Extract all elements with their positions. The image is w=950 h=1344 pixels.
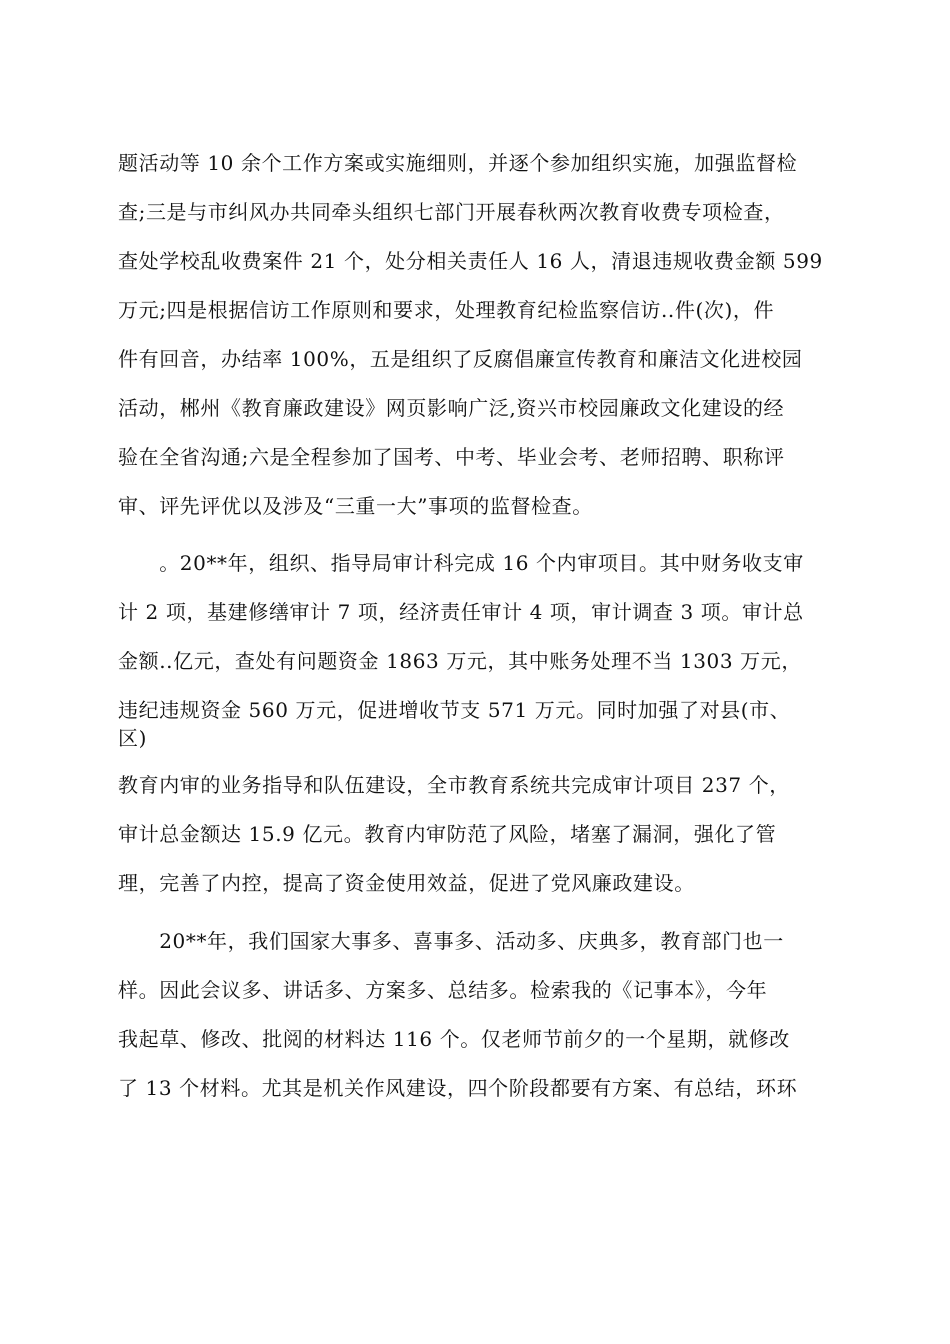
text-line-8: 审、评先评优以及涉及“三重一大”事项的监督检查。 xyxy=(118,494,593,518)
text-line-18: 样。因此会议多、讲话多、方案多、总结多。检索我的《记事本》，今年 xyxy=(118,978,768,1002)
text-line-2: 查;三是与市纠风办共同牵头组织七部门开展春秋两次教育收费专项检查， xyxy=(118,200,785,224)
text-line-16: 理，完善了内控，提高了资金使用效益，促进了党风廉政建设。 xyxy=(118,871,695,895)
text-line-15: 审计总金额达 15.9 亿元。教育内审防范了风险，堵塞了漏洞，强化了管 xyxy=(118,822,777,846)
text-line-14: 教育内审的业务指导和队伍建设，全市教育系统共完成审计项目 237 个， xyxy=(118,773,790,797)
text-line-5: 件有回音，办结率 100%，五是组织了反腐倡廉宣传教育和廉洁文化进校园 xyxy=(118,347,803,371)
text-line-20: 了 13 个材料。尤其是机关作风建设，四个阶段都要有方案、有总结，环环 xyxy=(118,1076,798,1100)
text-line-9: 。20**年，组织、指导局审计科完成 16 个内审项目。其中财务收支审 xyxy=(118,551,804,575)
text-line-12: 违纪违规资金 560 万元，促进增收节支 571 万元。同时加强了对县(市、 xyxy=(118,698,791,722)
text-line-10: 计 2 项，基建修缮审计 7 项，经济责任审计 4 项，审计调查 3 项。审计总 xyxy=(118,600,804,624)
text-line-4: 万元;四是根据信访工作原则和要求，处理教育纪检监察信访..件(次)，件 xyxy=(118,298,775,322)
text-line-3: 查处学校乱收费案件 21 个，处分相关责任人 16 人，清退违规收费金额 599 xyxy=(118,249,823,273)
text-line-7: 验在全省沟通;六是全程参加了国考、中考、毕业会考、老师招聘、职称评 xyxy=(118,445,785,469)
text-line-13: 区) xyxy=(118,726,148,750)
text-line-6: 活动，郴州《教育廉政建设》网页影响广泛,资兴市校园廉政文化建设的经 xyxy=(118,396,785,420)
text-line-19: 我起草、修改、批阅的材料达 116 个。仅老师节前夕的一个星期，就修改 xyxy=(118,1027,790,1051)
text-line-1: 题活动等 10 余个工作方案或实施细则，并逐个参加组织实施，加强监督检 xyxy=(118,151,798,175)
text-line-17: 20**年，我们国家大事多、喜事多、活动多、庆典多，教育部门也一 xyxy=(118,929,784,953)
text-line-11: 金额..亿元，查处有问题资金 1863 万元，其中账务处理不当 1303 万元， xyxy=(118,649,802,673)
